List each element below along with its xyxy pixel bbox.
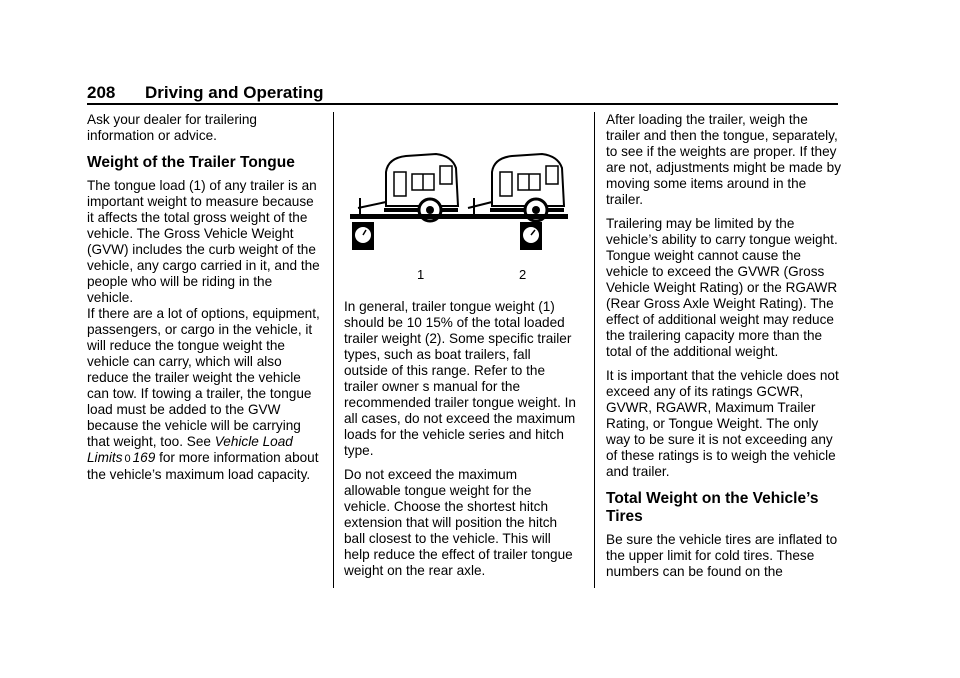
options-paragraph: [87, 306, 320, 483]
trailering-limits-paragraph: Trailering may be limited by the vehicle’s ability to carry tongue weight. Tongue weight cannot cause the vehicle to exceed the GVWR (Gross Vehicle Weight Rating) or the RGAWR (Rear Gross Axle Weight Rating). The effect of additional weight may reduce the trailering capacity more than the total of the additional weight.: [606, 216, 838, 359]
weigh-trailer-paragraph: After loading the trailer, weigh the trailer and then the tongue, separately, to see if the weights are proper. If they are not, adjustments might be made by moving some items around in the trailer.: [606, 112, 841, 207]
heading-total-weight-tires: Total Weight on the Vehicle’s Tires: [606, 490, 819, 525]
page-ref-arrow-icon: 0: [124, 453, 131, 465]
trailer-illustration: [344, 112, 577, 287]
column-divider-right: [594, 112, 595, 588]
tongue-weight-percent-paragraph: In general, trailer tongue weight (1) should be 10 15% of the total loaded trailer weight (2). Some specific trailer types, such as boat trailers, fall outside of this range. Refer to the trailer owner s manual for the recommended trailer tongue weight. In all cases, do not exceed the maximum loads for the vehicle series and hitch type.: [344, 299, 576, 458]
page-header: [87, 83, 838, 105]
column-divider-left: [333, 112, 334, 588]
intro-paragraph: Ask your dealer for trailering information or advice.: [87, 112, 257, 143]
trailer-1-drawing: [350, 154, 470, 250]
tire-inflation-paragraph: Be sure the vehicle tires are inflated to the upper limit for cold tires. These numbers can be found on the: [606, 532, 838, 579]
vehicle-load-limits-link[interactable]: Vehicle Load Limits: [87, 434, 293, 465]
figure-label-1: 1: [417, 267, 425, 282]
max-tongue-weight-paragraph: Do not exceed the maximum allowable tongue weight for the vehicle. Choose the shortest hitch extension that will position the hitch ball closest to the vehicle. This will help reduce the effect of trailer tongue weight on the rear axle.: [344, 467, 573, 578]
column-right: [606, 112, 842, 588]
figure-label-2: 2: [519, 267, 527, 282]
options-paragraph-text: If there are a lot of options, equipment, passengers, or cargo in the vehicle, it will reduce the tongue weight the vehicle can carry, which will also reduce the trailer weight the vehicle can tow. If towing a trailer, the tongue load must be added to the GVW because the vehicle will be carrying that weight, too. See: [87, 306, 320, 449]
xref-page-number[interactable]: 169: [132, 450, 156, 465]
options-paragraph-end: for more information about the vehicle’s maximum load capacity.: [87, 450, 319, 482]
trailer-weight-figure: [344, 112, 577, 287]
column-middle: [344, 112, 577, 587]
column-left: [87, 112, 320, 491]
trailer-2-drawing: [440, 154, 568, 250]
ratings-paragraph: It is important that the vehicle does not exceed any of its ratings GCWR, GVWR, RGAWR, Maximum Trailer Rating, or Tongue Weight. The only way to be sure it is not exceeding any of these ratings is to weigh the vehicle and trailer.: [606, 368, 839, 479]
tongue-load-paragraph: The tongue load (1) of any trailer is an important weight to measure because it affects the total gross weight of the vehicle. The Gross Vehicle Weight (GVW) includes the curb weight of the vehicle, any cargo carried in it, and the people who will be riding in the vehicle.: [87, 178, 320, 305]
section-title: Driving and Operating: [145, 83, 324, 102]
heading-trailer-tongue: Weight of the Trailer Tongue: [87, 154, 295, 171]
page-number: 208: [87, 83, 116, 102]
